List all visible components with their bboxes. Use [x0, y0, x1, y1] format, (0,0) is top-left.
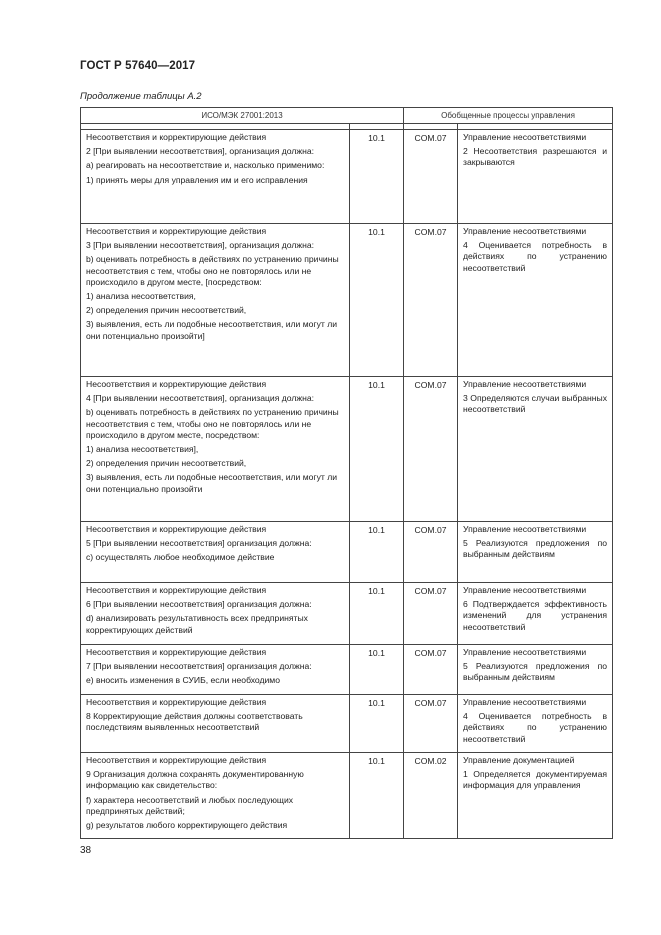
requirement-text: a) реагировать на несоответствие и, насколько применимо: [86, 160, 325, 171]
requirement-cell [81, 583, 350, 645]
requirement-text: 5 [При выявлении несоответствия] организация должна: [86, 538, 312, 549]
requirement-text: 1) анализа несоответствия], [86, 444, 199, 455]
process-name: Управление несоответствиями [463, 697, 587, 707]
process-name: Управление несоответствиями [463, 524, 587, 534]
process-description: 4 Оценивается потребность в действиях по устранению несоответствий [463, 240, 608, 273]
table-body [81, 130, 613, 839]
process-description: 1 Определяется документируемая информация для управления [463, 769, 608, 791]
process-description: 3 Определяются случаи выбранных несоответствий [463, 393, 608, 415]
requirement-text: Несоответствия и корректирующие действия [86, 755, 267, 765]
process-code-cell: COM.07 [404, 377, 458, 522]
requirement-cell [81, 522, 350, 583]
process-code-cell: COM.07 [404, 583, 458, 645]
table-row [81, 522, 613, 583]
table-caption: Продолжение таблицы А.2 [80, 91, 202, 102]
table-row [81, 583, 613, 645]
process-cell [458, 645, 613, 695]
requirement-text: g) результатов любого корректирующего действия [86, 820, 288, 831]
process-description: 5 Реализуются предложения по выбранным действиям [463, 538, 608, 560]
clause-cell: 10.1 [350, 377, 404, 522]
col-header-processes: Обобщенные процессы управления [404, 108, 613, 124]
process-cell [458, 130, 613, 224]
requirement-text: 1) принять меры для управления им и его исправления [86, 174, 308, 185]
requirement-cell [81, 753, 350, 839]
process-cell [458, 224, 613, 377]
clause-cell: 10.1 [350, 224, 404, 377]
process-name: Управление несоответствиями [463, 132, 587, 142]
clause-cell: 10.1 [350, 522, 404, 583]
requirement-text: Несоответствия и корректирующие действия [86, 379, 267, 389]
clause-cell: 10.1 [350, 645, 404, 695]
requirement-text: 3 [При выявлении несоответствия], организация должна: [86, 240, 315, 251]
process-name: Управление несоответствиями [463, 585, 587, 595]
process-name: Управление несоответствиями [463, 226, 587, 236]
table-row [81, 224, 613, 377]
clause-cell: 10.1 [350, 695, 404, 753]
process-code-cell: COM.07 [404, 522, 458, 583]
requirement-cell [81, 645, 350, 695]
process-description: 5 Реализуются предложения по выбранным действиям [463, 661, 608, 683]
requirement-text: 1) анализа несоответствия, [86, 291, 196, 302]
process-description: 6 Подтверждается эффективность изменений для устранения несоответствий [463, 599, 608, 632]
requirement-text: Несоответствия и корректирующие действия [86, 132, 267, 142]
requirement-text: 2) определения причин несоответствий, [86, 458, 247, 469]
requirement-text: Несоответствия и корректирующие действия [86, 697, 267, 707]
requirement-text: 7 [При выявлении несоответствия] организация должна: [86, 661, 312, 672]
table-header-row [81, 108, 613, 124]
process-code-cell: COM.07 [404, 645, 458, 695]
requirement-text: 3) выявления, есть ли подобные несоответствия, или могут ли они потенциально произойти] [86, 319, 338, 341]
requirement-text: 2 [При выявлении несоответствия], организация должна: [86, 146, 315, 157]
requirement-text: 9 Организация должна сохранять документированную информацию как свидетельство: [86, 769, 304, 791]
document-title: ГОСТ Р 57640—2017 [80, 60, 196, 72]
mapping-table [80, 107, 613, 839]
process-name: Управление несоответствиями [463, 647, 587, 657]
requirement-text: e) вносить изменения в СУИБ, если необходимо [86, 675, 280, 686]
process-code-cell: COM.07 [404, 695, 458, 753]
requirement-cell [81, 224, 350, 377]
process-name: Управление документацией [463, 755, 575, 765]
clause-cell: 10.1 [350, 753, 404, 839]
process-cell [458, 583, 613, 645]
requirement-text: Несоответствия и корректирующие действия [86, 226, 267, 236]
table-row [81, 377, 613, 522]
process-description: 2 Несоответствия разрешаются и закрываются [463, 146, 608, 168]
col-header-iso: ИСО/МЭК 27001:2013 [81, 108, 404, 124]
process-cell [458, 377, 613, 522]
table-row [81, 645, 613, 695]
requirement-text: Несоответствия и корректирующие действия [86, 647, 267, 657]
table-row [81, 130, 613, 224]
requirement-text: c) осуществлять любое необходимое действие [86, 552, 275, 563]
requirement-text: 2) определения причин несоответствий, [86, 305, 247, 316]
clause-cell: 10.1 [350, 583, 404, 645]
requirement-text: f) характера несоответствий и любых последующих предпринятых действий; [86, 794, 294, 816]
process-name: Управление несоответствиями [463, 379, 587, 389]
requirement-text: b) оценивать потребность в действиях по устранению причины несоответствия с тем, чтобы оно не повторялось или не происходило в другом месте, посредством: [86, 407, 339, 440]
requirement-text: Несоответствия и корректирующие действия [86, 524, 267, 534]
requirement-cell [81, 695, 350, 753]
requirement-text: 3) выявления, есть ли подобные несоответствия, или могут ли они потенциально произойти [86, 472, 338, 494]
process-cell [458, 753, 613, 839]
process-description: 4 Оценивается потребность в действиях по устранению несоответствий [463, 711, 608, 744]
requirement-text: 6 [При выявлении несоответствия] организация должна: [86, 599, 312, 610]
table-row [81, 695, 613, 753]
table-row [81, 753, 613, 839]
process-cell [458, 695, 613, 753]
requirement-text: 4 [При выявлении несоответствия], организация должна: [86, 393, 315, 404]
process-code-cell: COM.02 [404, 753, 458, 839]
page-number: 38 [80, 845, 92, 856]
process-code-cell: COM.07 [404, 130, 458, 224]
requirement-cell [81, 377, 350, 522]
requirement-text: Несоответствия и корректирующие действия [86, 585, 267, 595]
requirement-cell [81, 130, 350, 224]
requirement-text: 8 Корректирующие действия должны соответствовать последствиям выявленных несоответствий [86, 711, 303, 733]
process-cell [458, 522, 613, 583]
process-code-cell: COM.07 [404, 224, 458, 377]
requirement-text: b) оценивать потребность в действиях по устранению причины несоответствия с тем, чтобы оно не повторялось или не происходило в другом месте, [посредством: [86, 254, 339, 287]
requirement-text: d) анализировать результативность всех предпринятых корректирующих действий [86, 613, 308, 635]
clause-cell: 10.1 [350, 130, 404, 224]
